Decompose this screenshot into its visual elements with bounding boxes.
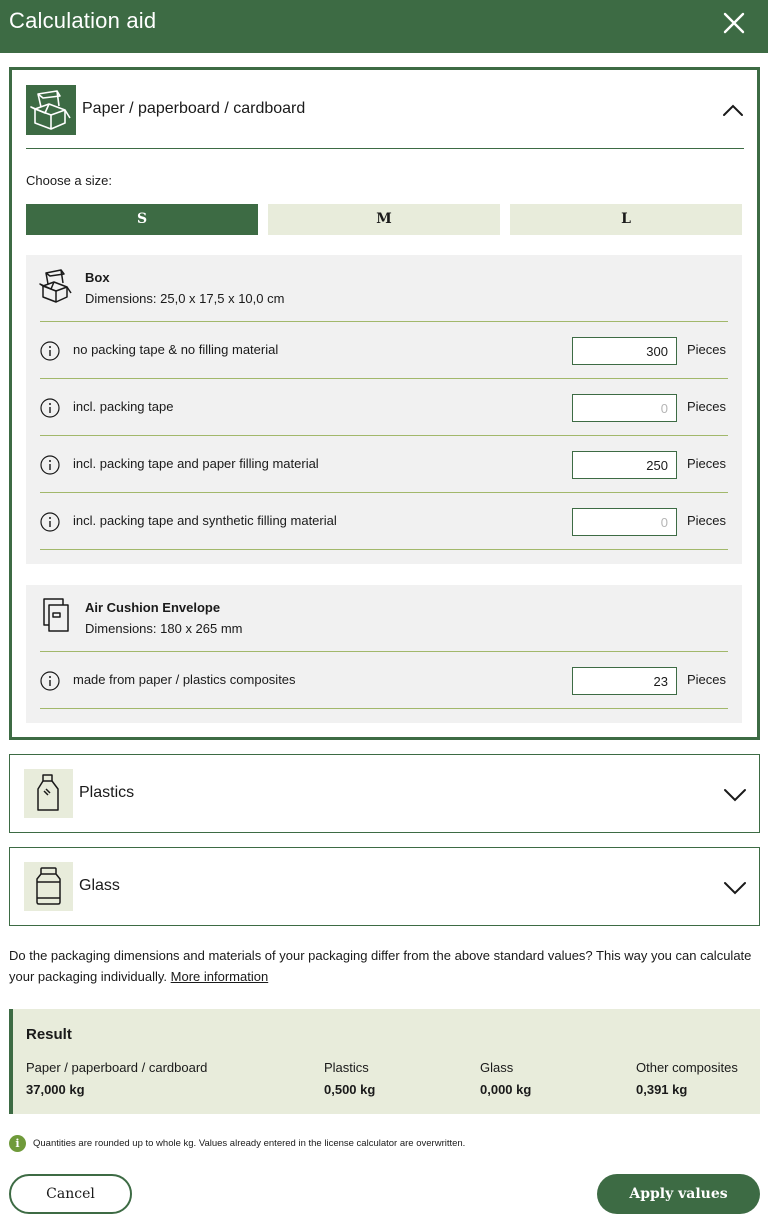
chevron-down-icon[interactable] <box>723 876 747 900</box>
more-information-link[interactable]: More information <box>170 969 269 984</box>
quantity-row <box>40 652 728 708</box>
info-icon[interactable] <box>40 341 60 361</box>
paper-panel <box>9 67 760 740</box>
plastics-panel-title: Plastics <box>79 784 135 801</box>
quantity-input[interactable] <box>572 394 677 422</box>
info-badge-icon: i <box>9 1135 26 1152</box>
row-divider <box>40 549 728 550</box>
envelope-icon <box>39 597 75 635</box>
result-label: Plastics <box>324 1060 369 1075</box>
row-label: no packing tape & no filling material <box>73 342 279 357</box>
result-value: 37,000 kg <box>26 1082 85 1097</box>
result-value: 0,500 kg <box>324 1082 376 1097</box>
quantity-row <box>40 493 728 549</box>
quantity-input[interactable] <box>572 667 677 695</box>
box-icon <box>39 267 75 305</box>
result-label: Other composites <box>636 1060 738 1075</box>
chevron-up-icon[interactable] <box>722 99 744 121</box>
unit-label: Pieces <box>687 342 727 357</box>
info-icon[interactable] <box>40 671 60 691</box>
row-label: incl. packing tape and paper filling material <box>73 456 319 471</box>
quantity-row <box>40 436 728 492</box>
paper-panel-header[interactable] <box>26 85 744 151</box>
item-box <box>26 255 742 564</box>
item-dimensions: Dimensions: 25,0 x 17,5 x 10,0 cm <box>85 291 285 306</box>
result-value: 0,000 kg <box>480 1082 532 1097</box>
quantity-row <box>40 322 728 378</box>
result-value: 0,391 kg <box>636 1082 688 1097</box>
unit-label: Pieces <box>687 513 727 528</box>
result-composites <box>636 1060 738 1097</box>
item-name: Air Cushion Envelope <box>85 600 221 615</box>
note-text: Do the packaging dimensions and materials of your packaging differ from the above standard values? This way you can calculate your packaging individually. <box>9 948 752 984</box>
size-button-s[interactable]: S <box>26 204 258 235</box>
apply-values-button[interactable]: Apply values <box>597 1174 760 1214</box>
unit-label: Pieces <box>687 672 727 687</box>
unit-label: Pieces <box>687 456 727 471</box>
quantity-input[interactable] <box>572 337 677 365</box>
panel-divider <box>26 148 744 149</box>
result-box <box>9 1009 760 1114</box>
result-title: Result <box>26 1026 72 1043</box>
paper-panel-title: Paper / paperboard / cardboard <box>82 100 306 117</box>
info-icon[interactable] <box>40 455 60 475</box>
item-dimensions: Dimensions: 180 x 265 mm <box>85 621 243 636</box>
item-envelope <box>26 585 742 723</box>
result-glass <box>480 1060 531 1097</box>
rounding-footnote: Quantities are rounded up to whole kg. Values already entered in the license calculator are overwritten. <box>33 1138 466 1149</box>
quantity-row <box>40 379 728 435</box>
glass-panel-title: Glass <box>79 877 120 894</box>
unit-label: Pieces <box>687 399 727 414</box>
cancel-button[interactable]: Cancel <box>9 1174 132 1214</box>
glass-panel[interactable] <box>9 847 760 926</box>
size-button-m[interactable]: M <box>268 204 500 235</box>
result-plastics <box>324 1060 375 1097</box>
row-label: made from paper / plastics composites <box>73 672 296 687</box>
dialog-title: Calculation aid <box>9 8 157 33</box>
quantity-input[interactable] <box>572 451 677 479</box>
quantity-input[interactable] <box>572 508 677 536</box>
row-label: incl. packing tape and synthetic filling material <box>73 513 337 528</box>
row-divider <box>40 708 728 709</box>
item-name: Box <box>85 270 110 285</box>
bottle-icon <box>24 769 73 818</box>
jar-icon <box>24 862 73 911</box>
box-icon <box>26 85 76 135</box>
result-paper <box>26 1060 207 1097</box>
close-icon[interactable] <box>722 11 746 35</box>
info-icon[interactable] <box>40 398 60 418</box>
plastics-panel[interactable] <box>9 754 760 833</box>
result-label: Glass <box>480 1060 514 1075</box>
individual-calc-note <box>9 945 754 987</box>
result-label: Paper / paperboard / cardboard <box>26 1060 208 1075</box>
row-label: incl. packing tape <box>73 399 174 414</box>
choose-size-label: Choose a size: <box>26 173 112 188</box>
chevron-down-icon[interactable] <box>723 783 747 807</box>
size-button-l[interactable]: L <box>510 204 742 235</box>
header-bar <box>0 0 768 53</box>
info-icon[interactable] <box>40 512 60 532</box>
